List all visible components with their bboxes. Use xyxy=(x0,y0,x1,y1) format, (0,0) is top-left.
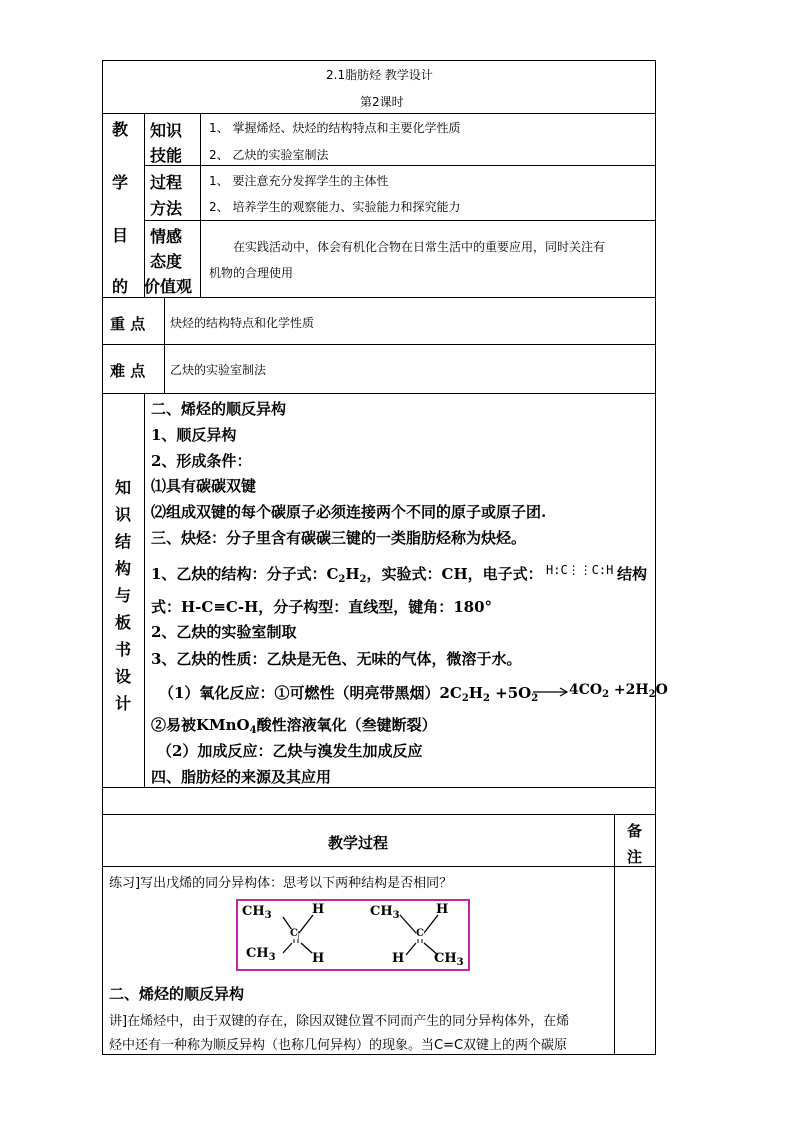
subscript: 2 xyxy=(648,689,656,700)
knowledge-label-line: 技能 xyxy=(150,146,183,165)
formula-text: +2H xyxy=(609,682,649,698)
lesson-number: 第2课时 xyxy=(360,95,404,109)
row-divider xyxy=(102,814,656,815)
combustion-equation xyxy=(159,682,538,703)
document-title: 2.1脂肪烃 教学设计 xyxy=(326,68,433,82)
right-bottom-left-group: H xyxy=(392,951,405,966)
subscript: 2 xyxy=(461,693,469,704)
attitude-text: 在实践活动中，体会有机化合物在日常生活中的重要应用，同时关注有 xyxy=(233,240,606,254)
formula-text: ②易被KMnO xyxy=(151,716,250,734)
board-side-char: 板 xyxy=(114,613,131,632)
process-item: 2、 培养学生的观察能力、实验能力和探究能力 xyxy=(209,200,461,214)
objective-side-char: 的 xyxy=(111,277,128,296)
board-line: 1、顺反异构 xyxy=(151,426,237,444)
board-side-char: 结 xyxy=(114,532,131,551)
col-divider xyxy=(164,297,165,393)
board-line-acetylene-structure xyxy=(151,563,543,584)
subscript: 4 xyxy=(249,725,257,736)
formula-text: 酸性溶液氧化（叁键断裂） xyxy=(256,716,437,734)
board-line: ⑵组成双键的每个碳原子必须连接两个不同的原子或原子团. xyxy=(151,503,547,521)
formula-text: H xyxy=(468,684,483,702)
board-line: 3、乙炔的性质：乙炔是无色、无味的气体，微溶于水。 xyxy=(151,650,522,668)
objective-side-char: 目 xyxy=(111,226,128,245)
table-border-bottom xyxy=(102,1054,656,1055)
objective-side-char: 学 xyxy=(111,173,128,192)
row-divider xyxy=(102,393,656,394)
col-divider xyxy=(614,814,615,1054)
col-divider xyxy=(200,113,201,297)
difficulty-label: 难 点 xyxy=(110,362,146,380)
row-divider xyxy=(102,866,656,867)
remark-header-char: 备 xyxy=(627,822,643,840)
row-divider xyxy=(144,165,656,166)
process-item: 1、 要注意充分发挥学生的主体性 xyxy=(209,174,389,188)
right-top-left-group: $CH_3$ xyxy=(370,904,400,921)
section-title: 二、烯烃的顺反异构 xyxy=(109,985,245,1003)
formula-text: ，实验式：CH，电子式： xyxy=(366,565,543,583)
exercise-text: 练习]写出戊烯的同分异构体：思考以下两种结构是否相同？ xyxy=(109,876,453,891)
key-point-label: 重 点 xyxy=(110,315,146,333)
attitude-label-line: 价值观 xyxy=(144,277,193,296)
right-center-carbon: C xyxy=(416,928,424,939)
board-line: 二、烯烃的顺反异构 xyxy=(151,400,287,418)
attitude-text: 机物的合理使用 xyxy=(209,266,294,280)
row-divider xyxy=(144,220,656,221)
left-center-carbon: C xyxy=(290,928,298,939)
row-divider xyxy=(102,787,656,788)
board-line: ⑴具有碳碳双键 xyxy=(151,477,257,495)
difficulty-text: 乙炔的实验室制法 xyxy=(170,363,267,377)
lecture-text: 讲]在烯烃中，由于双键的存在，除因双键位置不同而产生的同分异构体外，在烯 xyxy=(109,1014,570,1029)
subscript: 2 xyxy=(482,693,490,704)
table-border-right xyxy=(655,60,656,1054)
board-line: 2、形成条件： xyxy=(151,452,252,470)
knowledge-item: 2、 乙炔的实验室制法 xyxy=(209,148,329,162)
objective-side-char: 教 xyxy=(111,120,128,139)
left-top-left-group: $CH_3$ xyxy=(242,904,272,921)
board-side-char: 设 xyxy=(114,667,131,686)
col-divider xyxy=(144,113,145,297)
right-top-right-group: H xyxy=(436,902,449,917)
key-point-text: 炔烃的结构特点和化学性质 xyxy=(170,316,315,330)
lecture-text: 烃中还有一种称为顺反异构（也称几何异构）的现象。当C=C双键上的两个碳原 xyxy=(109,1038,568,1053)
process-label-line: 方法 xyxy=(150,199,183,218)
board-line: 2、乙炔的实验室制取 xyxy=(151,623,297,641)
board-line: 三、炔烃：分子里含有碳碳三键的一类脂肪烃称为炔烃。 xyxy=(151,529,527,547)
formula-text: 4CO xyxy=(569,682,603,698)
combustion-products xyxy=(569,682,668,698)
formula-text: O xyxy=(655,682,668,698)
formula-text: （1）氧化反应：①可燃性（明亮带黑烟）2C xyxy=(159,684,462,702)
formula-text: H xyxy=(345,565,360,583)
row-divider xyxy=(102,113,656,114)
oxidation-line xyxy=(151,714,437,735)
subscript: 2 xyxy=(531,693,539,704)
board-side-char: 与 xyxy=(114,586,131,605)
attitude-label-line: 情感 xyxy=(150,227,183,246)
knowledge-label-line: 知识 xyxy=(150,121,183,140)
board-side-char: 识 xyxy=(114,505,131,524)
subscript: 2 xyxy=(338,574,346,585)
subscript: 2 xyxy=(359,574,367,585)
board-side-char: 书 xyxy=(114,640,131,659)
process-label-line: 过程 xyxy=(150,173,183,192)
formula-text: +5O xyxy=(489,684,532,702)
col-divider xyxy=(144,393,145,787)
board-line-end: 结构 xyxy=(617,565,648,583)
left-bottom-left-group: $CH_3$ xyxy=(246,946,276,963)
board-side-char: 知 xyxy=(114,478,131,497)
right-bottom-right-group: $CH_3$ xyxy=(434,951,464,968)
table-border-left xyxy=(102,60,103,1054)
remark-header-char: 注 xyxy=(627,848,643,866)
board-line: 四、脂肪烃的来源及其应用 xyxy=(151,768,332,786)
reaction-arrow-icon xyxy=(533,686,569,698)
knowledge-item: 1、 掌握烯烃、炔烃的结构特点和主要化学性质 xyxy=(209,121,461,135)
board-line: （2）加成反应：乙炔与溴发生加成反应 xyxy=(157,742,423,760)
isomer-structures xyxy=(236,899,470,971)
electron-formula: H:C⋮⋮C:H xyxy=(546,563,614,577)
table-border-top xyxy=(102,60,656,61)
board-side-char: 构 xyxy=(114,559,131,578)
left-bottom-right-group: H xyxy=(312,951,325,966)
row-divider xyxy=(102,297,656,298)
attitude-label-line: 态度 xyxy=(150,252,183,271)
subscript: 2 xyxy=(602,689,610,700)
board-line: 式：H-C≡C-H，分子构型：直线型，键角：180° xyxy=(151,598,493,616)
formula-text: 1、乙炔的结构：分子式：C xyxy=(151,565,339,583)
board-side-char: 计 xyxy=(114,694,131,713)
row-divider xyxy=(102,344,656,345)
process-header: 教学过程 xyxy=(328,834,389,852)
left-top-right-group: H xyxy=(312,902,325,917)
